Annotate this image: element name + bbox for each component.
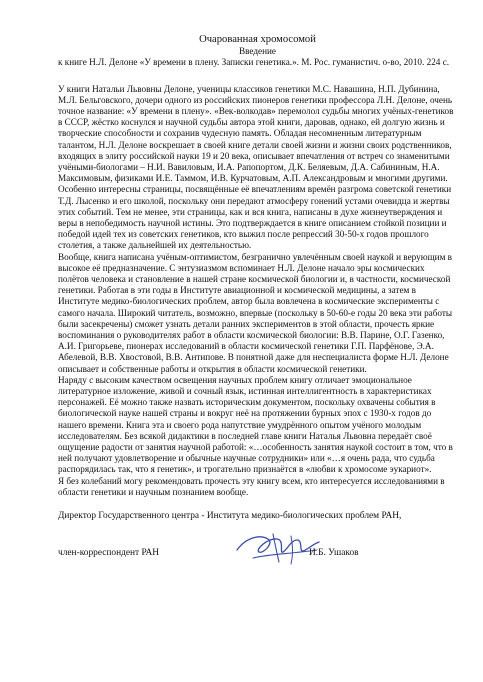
signature-director-line: Директор Государственного центра - Института медико-биологических проблем РАН, [58,511,402,522]
book-reference: к книге Н.Л. Делоне «У времени в плену. Записки генетика.». М. Рос. гуманистич. о-во, 2010. 224 с. [58,57,450,67]
paragraph-2: Вообще, книга написана учёным-оптимистом, безгранично увлечённым своей наукой и верующим в высокое её предназначение. С энтузиазмом вспоминает Н.Л. Делоне начало эры космических полётов человека и становление в нашей стране космической биологии и, в частности, космической генетики. Работая в эти годы в Институте авиационной и космической медицины, а затем в Институте медико-биологических проблем, автор была вовлечена в космические эксперименты с самого начала. Широкий читатель, возможно, впервые (поскольку в 50-60-е годы 20 века эти работы были засекречены) сможет узнать детали ранних экспериментов в этой области, прочесть яркие воспоминания о руководителях работ в области космической биологии: В.В. Парине, О.Г. Газенко, А.И. Григорьеве, пионерах исследований в области космической генетики Г.П. Парфёнове, Э.А. Абелевой, В.В. Хвостовой, В.В. Антипове. В понятной даже для неспециалиста форме Н.Л. Делоне описывает и собственные работы и открытия в области космической генетики. [58,251,453,374]
paragraph-4: Я без колебаний могу рекомендовать прочесть эту книгу всем, кто интересуется исследованиями в области генетики и научным познанием вообще. [58,475,445,497]
signature-member-line: член-корреспондент РАН [58,548,160,559]
paragraph-1: У книги Натальи Львовны Делоне, ученицы классиков генетики М.С. Навашина, Н.П. Дубинина, М.Л. Бельговского, дочери одного из российских пионеров генетики профессора Л.Н. Делоне, очень точное название: «У времени в плену». «Век-волкодав» перемолол судьбы многих учёных-генетиков в СССР, жёстко коснулся и научной судьбы автора этой книги, даровав, однако, ей долгую жизнь и творческие способности и сохранив чудесную память. Обладая несомненным литературным талантом, Н.Л. Делоне воскрешает в своей книге детали своей жизни и жизни своих родственников, входящих в элиту российской науки 19 и 20 века, описывает впечатления от встреч со знаменитыми учёными-биологами – Н.И. Вавиловым, И.А. Рапопортом, Д.К. Беляевым, Д.А. Сабининым, Н.А. Максимовым, физиками И.Е. Таммом, И.В. Курчатовым, А.П. Александровым и многими другими. Особенно интересны страницы, посвящённые её впечатлениям времён разгрома советской генетики Т.Д. Лысенко и его школой, поскольку они передают атмосферу гонений устами очевидца и жертвы этих событий. Тем не менее, эти страницы, как и вся книга, написаны в духе жизнеутверждения и веры в непобедимость научной истины. Это подтверждается в книге описанием стойкой позиции и победой идей тех из советских генетиков, кто выжил после репрессий 30-50-х годов прошлого столетия, а также дальнейшей их деятельностью. [58,83,454,251]
document-subtitle: Введение [238,46,277,56]
document-title: Очарованная хромосомой [199,34,316,45]
paragraph-3: Наряду с высоким качеством освещения научных проблем книгу отличает эмоциональное литературное изложение, живой и сочный язык, истинная интеллигентность в характеристиках персонажей. Её можно также назвать историческим документом, поскольку охвачены события в биологической науке нашей страны и вокруг неё на протяжении бурных эпох с 1930-х годов до нашего времени. Книга эта и своего рода напутствие умудрённого опытом учёного молодым исследователям. Без всякой дидактики в последней главе книги Наталья Львовна передаёт своё ощущение радости от занятия научной работой: «…особенность занятия наукой состоит в том, что в ней получают удовлетворение и обычные научные сотрудники» или «…я очень рада, что судьба распорядилась так, что я генетик», и трогательно признаётся в «любви к хромосоме эукариот». [58,374,453,475]
signature-block [58,532,457,562]
signature-name: И.Б. Ушаков [309,548,359,559]
